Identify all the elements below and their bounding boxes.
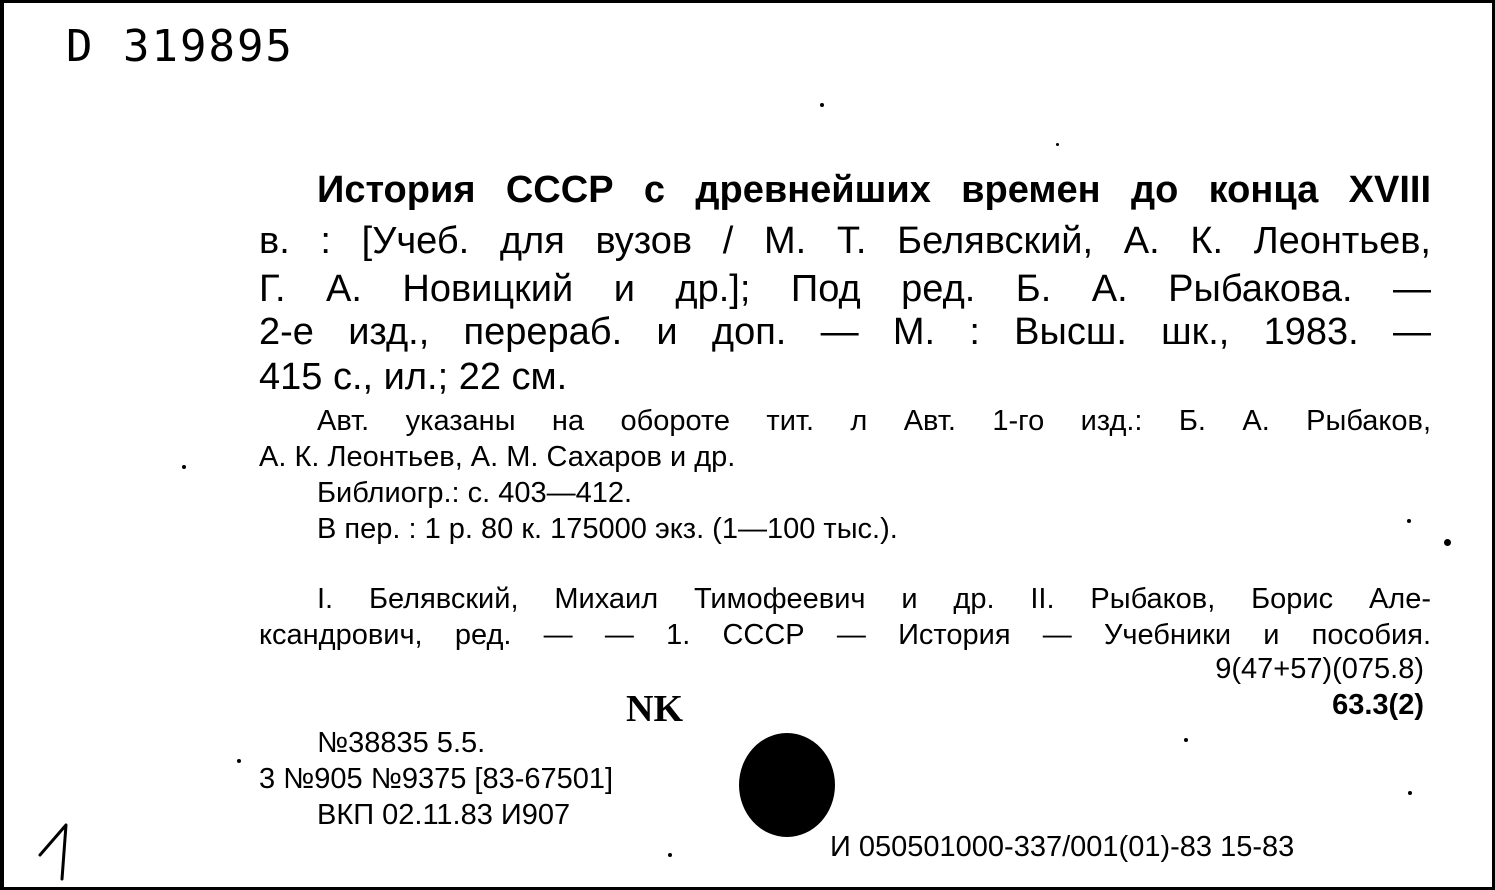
title-line: в. : [Учеб. для вузов / М. Т. Белявский, А. К. Леонтьев, — [259, 220, 1431, 262]
title-line: Г. А. Новицкий и др.]; Под ред. Б. А. Рыбакова. — — [259, 268, 1431, 310]
title-line: 2-е изд., перераб. и доп. — М. : Высш. шк., 1983. — — [259, 311, 1431, 353]
tracing-line: I. Белявский, Михаил Тимофеевич и др. II. Рыбаков, Борис Але- — [317, 583, 1431, 615]
speck — [1444, 539, 1451, 546]
speck — [1408, 791, 1412, 795]
punched-hole — [739, 733, 835, 837]
speck — [820, 103, 824, 107]
note-authors: Авт. указаны на обороте тит. л Авт. 1-го изд.: Б. А. Рыбаков, — [317, 405, 1431, 437]
note-bibliography: Библиогр.: с. 403—412. — [317, 477, 633, 509]
registration-line: ВКП 02.11.83 И907 — [317, 799, 571, 831]
tracing-line: ксандрович, ред. — — 1. СССР — История — Учебники и пособия. — [259, 619, 1431, 651]
handwritten-mark — [36, 815, 96, 887]
registration-line: №38835 5.5. — [317, 727, 486, 759]
bbk-code: 63.3(2) — [1332, 689, 1424, 721]
registration-line: 3 №905 №9375 [83-67501] — [259, 763, 614, 795]
note-authors: А. К. Леонтьев, А. М. Сахаров и др. — [259, 441, 736, 473]
speck — [1184, 738, 1188, 742]
title-line: 415 с., ил.; 22 см. — [259, 356, 568, 398]
speck — [1407, 519, 1411, 523]
title-line: История СССР с древнейших времен до конца XVIII — [317, 169, 1431, 211]
udc-code: 9(47+57)(075.8) — [1215, 653, 1424, 685]
speck — [668, 853, 672, 857]
call-number: D 319895 — [66, 21, 294, 72]
speck — [182, 465, 186, 469]
speck — [1056, 143, 1059, 146]
imprint-code: И 050501000-337/001(01)-83 15-83 — [830, 831, 1295, 863]
nk-mark: NK — [626, 688, 683, 730]
note-price-print-run: В пер. : 1 р. 80 к. 175000 экз. (1—100 тыс.). — [317, 513, 898, 545]
speck — [237, 759, 241, 763]
